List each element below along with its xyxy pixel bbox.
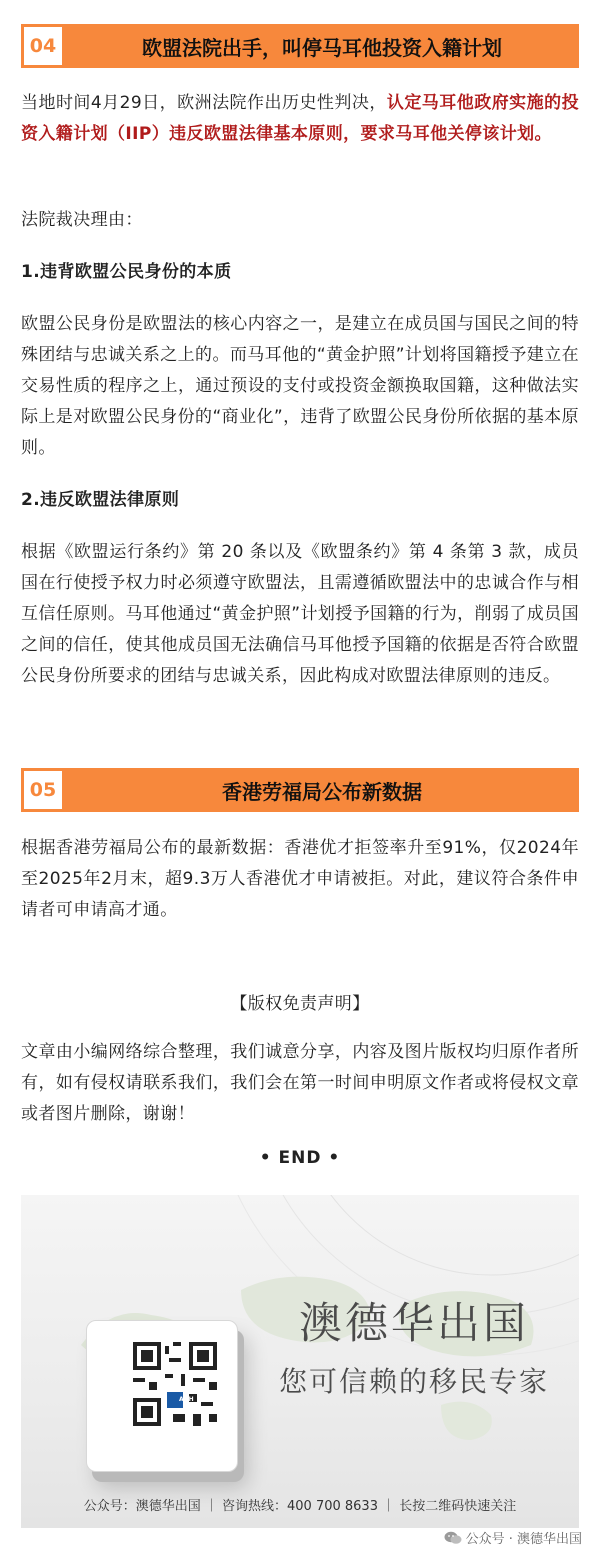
- disclaimer-title: 【版权免责声明】: [230, 994, 370, 1014]
- point-1-title: 1.违背欧盟公民身份的本质: [21, 262, 232, 282]
- qr-code-icon: [133, 1342, 217, 1426]
- brand-name: 澳德华出国: [299, 1299, 529, 1349]
- section-04-intro: [21, 88, 579, 150]
- section-number: 05: [24, 771, 62, 809]
- qr-logo-text: ADH: [179, 1396, 194, 1403]
- intro-text: 当地时间4月29日，欧洲法院作出历史性判决，: [21, 93, 387, 113]
- qr-code-card[interactable]: [86, 1320, 238, 1472]
- wechat-icon: [444, 1531, 462, 1545]
- watermark-text: 公众号 · 澳德华出国: [465, 1532, 582, 1547]
- section-04-header: [21, 24, 579, 68]
- brand-slogan: 您可信赖的移民专家: [279, 1365, 550, 1398]
- disclaimer-text: 文章由小编网络综合整理，我们诚意分享，内容及图片版权均归原作者所有，如有侵权请联系我们，我们会在第一时间申明原文作者或将侵权文章或者图片删除，谢谢！: [21, 1042, 579, 1124]
- section-05-text: 根据香港劳福局公布的最新数据：香港优才拒签率升至91%，仅2024年至2025年2月末，超9.3万人香港优才申请被拒。对此，建议符合条件申请者可申请高才通。: [21, 838, 579, 920]
- contact-info: 公众号：澳德华出国 ｜ 咨询热线：400 700 8633 ｜ 长按二维码快速关注: [83, 1499, 517, 1514]
- section-title: 欧盟法院出手，叫停马耳他投资入籍计划: [142, 35, 502, 60]
- intro-highlight: 认定马耳他政府实施的投资入籍计划（IIP）违反欧盟法律基本原则，要求马耳他关停该计划。: [21, 93, 579, 144]
- wechat-watermark: [444, 1528, 582, 1547]
- promo-banner: [21, 1195, 579, 1528]
- section-05-header: [21, 768, 579, 812]
- reason-label: 法院裁决理由：: [21, 210, 143, 230]
- section-title: 香港劳福局公布新数据: [222, 779, 422, 804]
- point-2-title: 2.违反欧盟法律原则: [21, 490, 180, 510]
- section-number: 04: [24, 27, 62, 65]
- point-2-text: 根据《欧盟运行条约》第 20 条以及《欧盟条约》第 4 条第 3 款，成员国在行使授予权力时必须遵守欧盟法，且需遵循欧盟法中的忠诚合作与相互信任原则。马耳他通过“黄金护照”计划授予国籍的行为，削弱了成员国之间的信任，使其他成员国无法确信马耳他授予国籍的依据是否符合欧盟公民身份所要求的团结与忠诚关系，因此构成对欧盟法律原则的违反。: [21, 542, 579, 686]
- end-mark: • END •: [259, 1148, 341, 1168]
- point-1-text: 欧盟公民身份是欧盟法的核心内容之一，是建立在成员国与国民之间的特殊团结与忠诚关系之上的。而马耳他的“黄金护照”计划将国籍授予建立在交易性质的程序之上，通过预设的支付或投资金额换取国籍，这种做法实际上是对欧盟公民身份的“商业化”，违背了欧盟公民身份所依据的基本原则。: [21, 314, 579, 458]
